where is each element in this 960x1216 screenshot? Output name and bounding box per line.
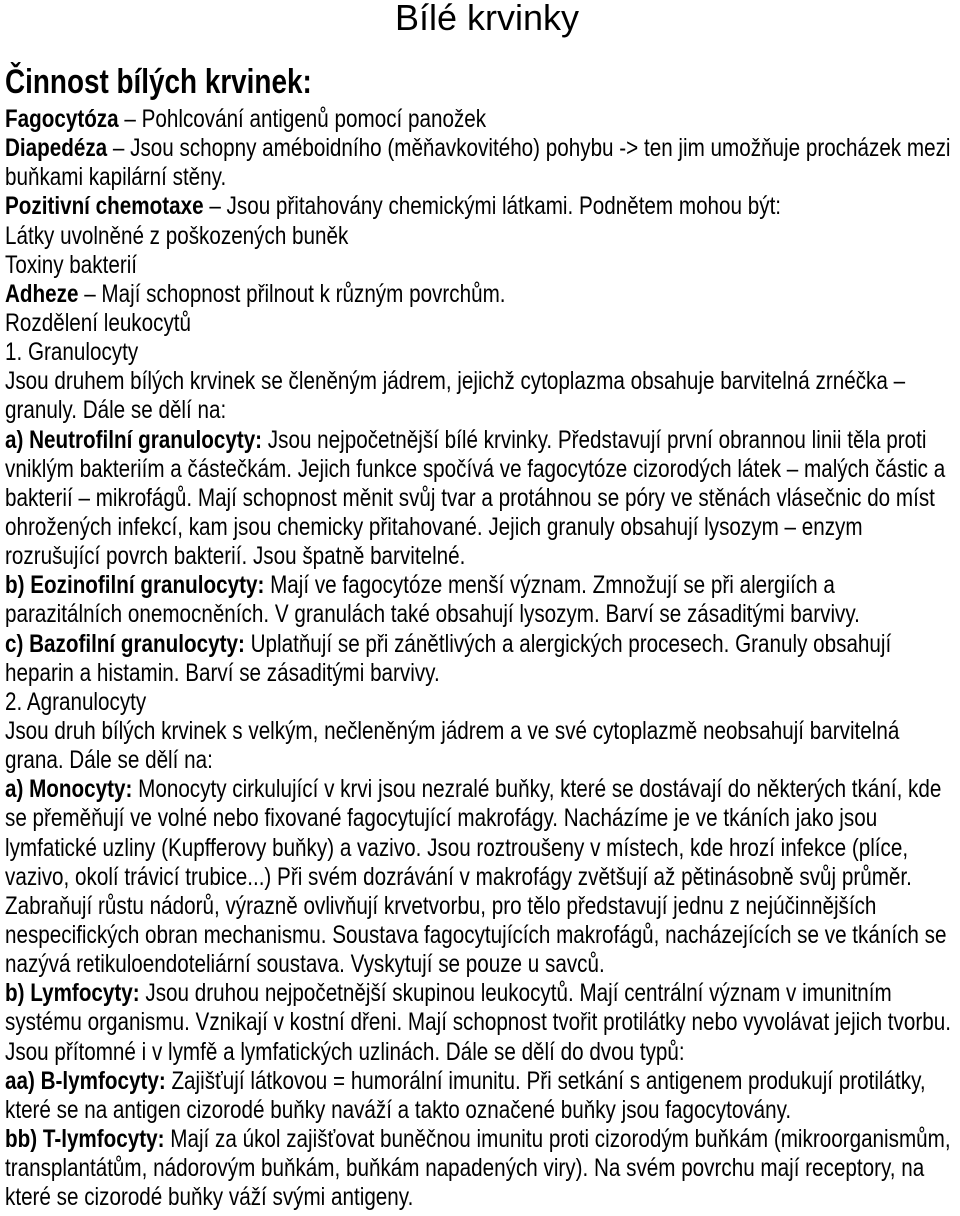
line-text: – Jsou přitahovány chemickými látkami. Podnětem mohou být: [209,192,782,221]
text-line [5,688,957,717]
term-label: a) Monocyty: [5,775,133,804]
line-text: parazitálních onemocněních. V granulách také obsahují lysozym. Barví se zásaditými barvivy. [5,600,860,629]
text-line [5,455,957,484]
definition-line [5,280,957,309]
line-text: transplantátům, nádorovým buňkám, buňkám napadených viry). Na svém povrchu mají receptory, na [5,1154,925,1183]
text-line [5,863,957,892]
line-text: vniklým bakteriím a částečkám. Jejich funkce spočívá ve fagocytóze cizorodých látek – malých částic a [5,454,946,483]
text-line [5,309,957,338]
line-text: které se na antigen cizorodé buňky naváží a takto označené buňky jsou fagocytovány. [5,1095,792,1124]
text-line [5,950,957,979]
line-text: Jsou druhou nejpočetnější skupinou leukocytů. Mají centrální význam v imunitním [145,979,892,1008]
line-text: Zajišťují látkovou = humorální imunitu. Při setkání s antigenem produkují protilátky, [171,1066,926,1095]
line-text: 1. Granulocyty [5,338,139,367]
line-text: nazývá retikuloendoteliární soustava. Vyskytují se pouze u savců. [5,950,605,979]
line-text: – Pohlcování antigenů pomocí panožek [124,105,487,133]
line-text: Uplatňují se při zánětlivých a alergických procesech. Granuly obsahují [250,629,892,658]
line-text: Jsou přítomné i v lymfě a lymfatických uzlinách. Dále se dělí do dvou typů: [5,1037,685,1066]
text-line [5,222,957,251]
line-text: Rozdělení leukocytů [5,308,192,337]
definition-line [5,426,957,455]
text-line [5,892,957,921]
term-label: aa) B-lymfocyty: [5,1066,166,1095]
text-line [5,600,957,629]
line-text: buňkami kapilární stěny. [5,163,227,192]
text-line [5,1183,957,1212]
definition-line [5,571,957,600]
text-line [5,163,957,192]
definition-line [5,1125,957,1154]
text-line [5,834,957,863]
line-text: Toxiny bakterií [5,250,138,279]
line-text: bakterií – mikrofágů. Mají schopnost měnit svůj tvar a protáhnou se póry ve stěnách vlásečnic do míst [5,483,935,512]
page-title: Bílé krvinky [395,0,580,38]
term-label: Diapedéza [5,134,108,163]
line-text: Zabraňují růstu nádorů, výrazně ovlivňují krvetvorbu, pro tělo představují jednu z nejúčinnějších [5,891,877,920]
line-text: Mají ve fagocytóze menší význam. Zmnožují se při alergiích a [270,571,835,600]
text-line [5,746,957,775]
term-label: Pozitivní chemotaxe [5,192,204,221]
line-text: Jsou druh bílých krvinek s velkým, nečleněným jádrem a ve své cytoplazmě neobsahují barvitelná [5,716,900,745]
line-text: Jsou nejpočetnější bílé krvinky. Představují první obrannou linii těla proti [267,425,927,454]
text-line [5,1096,957,1125]
term-label: a) Neutrofilní granulocyty: [5,425,263,454]
line-text: Jsou druhem bílých krvinek se členěným jádrem, jejichž cytoplazma obsahuje barvitelná zrnéčka – [5,367,906,396]
document-body [5,105,957,1212]
line-text: lymfatické uzliny (Kupfferovy buňky) a vazivo. Jsou roztroušeny v místech, kde hrozí infekce (plíce, [5,833,909,862]
term-label: b) Eozinofilní granulocyty: [5,571,265,600]
definition-line [5,134,957,163]
definition-line [5,1067,957,1096]
term-label: Fagocytóza [5,105,119,133]
text-line [5,542,957,571]
line-text: – Jsou schopny améboidního (měňavkovitého) pohybu -> ten jim umožňuje procházek mezi [112,134,951,163]
text-line [5,659,957,688]
term-label: Adheze [5,279,79,308]
term-label: c) Bazofilní granulocyty: [5,629,245,658]
text-line [5,396,957,425]
line-text: ohrožených infekcí, kam jsou chemicky přitahované. Jejich granuly obsahují lysozym – enzym [5,512,863,541]
text-line [5,338,957,367]
definition-line [5,775,957,804]
term-label: bb) T-lymfocyty: [5,1124,165,1153]
text-line [5,921,957,950]
text-line [5,251,957,280]
line-text: granuly. Dále se dělí na: [5,396,227,425]
text-line [5,717,957,746]
text-line [5,367,957,396]
definition-line [5,105,957,134]
line-text: rozrušující povrch bakterií. Jsou špatně barvitelné. [5,542,466,571]
text-line [5,513,957,542]
line-text: grana. Dále se dělí na: [5,746,213,775]
line-text: Látky uvolněné z poškozených buněk [5,221,349,250]
section-heading: Činnost bílých krvinek: [5,63,312,101]
line-text: heparin a histamin. Barví se zásaditými barvivy. [5,658,440,687]
line-text: vazivo, okolí trávicí trubice...) Při svém dozrávání v makrofágy zvětšují až pětinásobně svůj průměr. [5,862,912,891]
text-line [5,1008,957,1037]
line-text: se přeměňují ve volné nebo fixované fagocytující makrofágy. Nacházíme je ve tkáních jako jsou [5,804,878,833]
line-text: které se cizorodé buňky váží svými antigeny. [5,1183,414,1212]
definition-line [5,630,957,659]
line-text: Monocyty cirkulující v krvi jsou nezralé buňky, které se dostávají do některých tkání, kde [138,775,942,804]
line-text: systému organismu. Vznikají v kostní dřeni. Mají schopnost tvořit protilátky nebo vyvolávat jejich tvorbu. [5,1008,951,1037]
line-text: nespecifických obran mechanismu. Soustava fagocytujících makrofágů, nacházejících se ve tkáních se [5,920,947,949]
text-line [5,804,957,833]
definition-line [5,192,957,221]
line-text: – Mají schopnost přilnout k různým povrchům. [84,279,506,308]
definition-line [5,979,957,1008]
term-label: b) Lymfocyty: [5,979,140,1008]
text-line [5,1154,957,1183]
line-text: 2. Agranulocyty [5,687,147,716]
text-line [5,484,957,513]
line-text: Mají za úkol zajišťovat buněčnou imunitu proti cizorodým buňkám (mikroorganismům, [170,1124,951,1153]
text-line [5,1038,957,1067]
